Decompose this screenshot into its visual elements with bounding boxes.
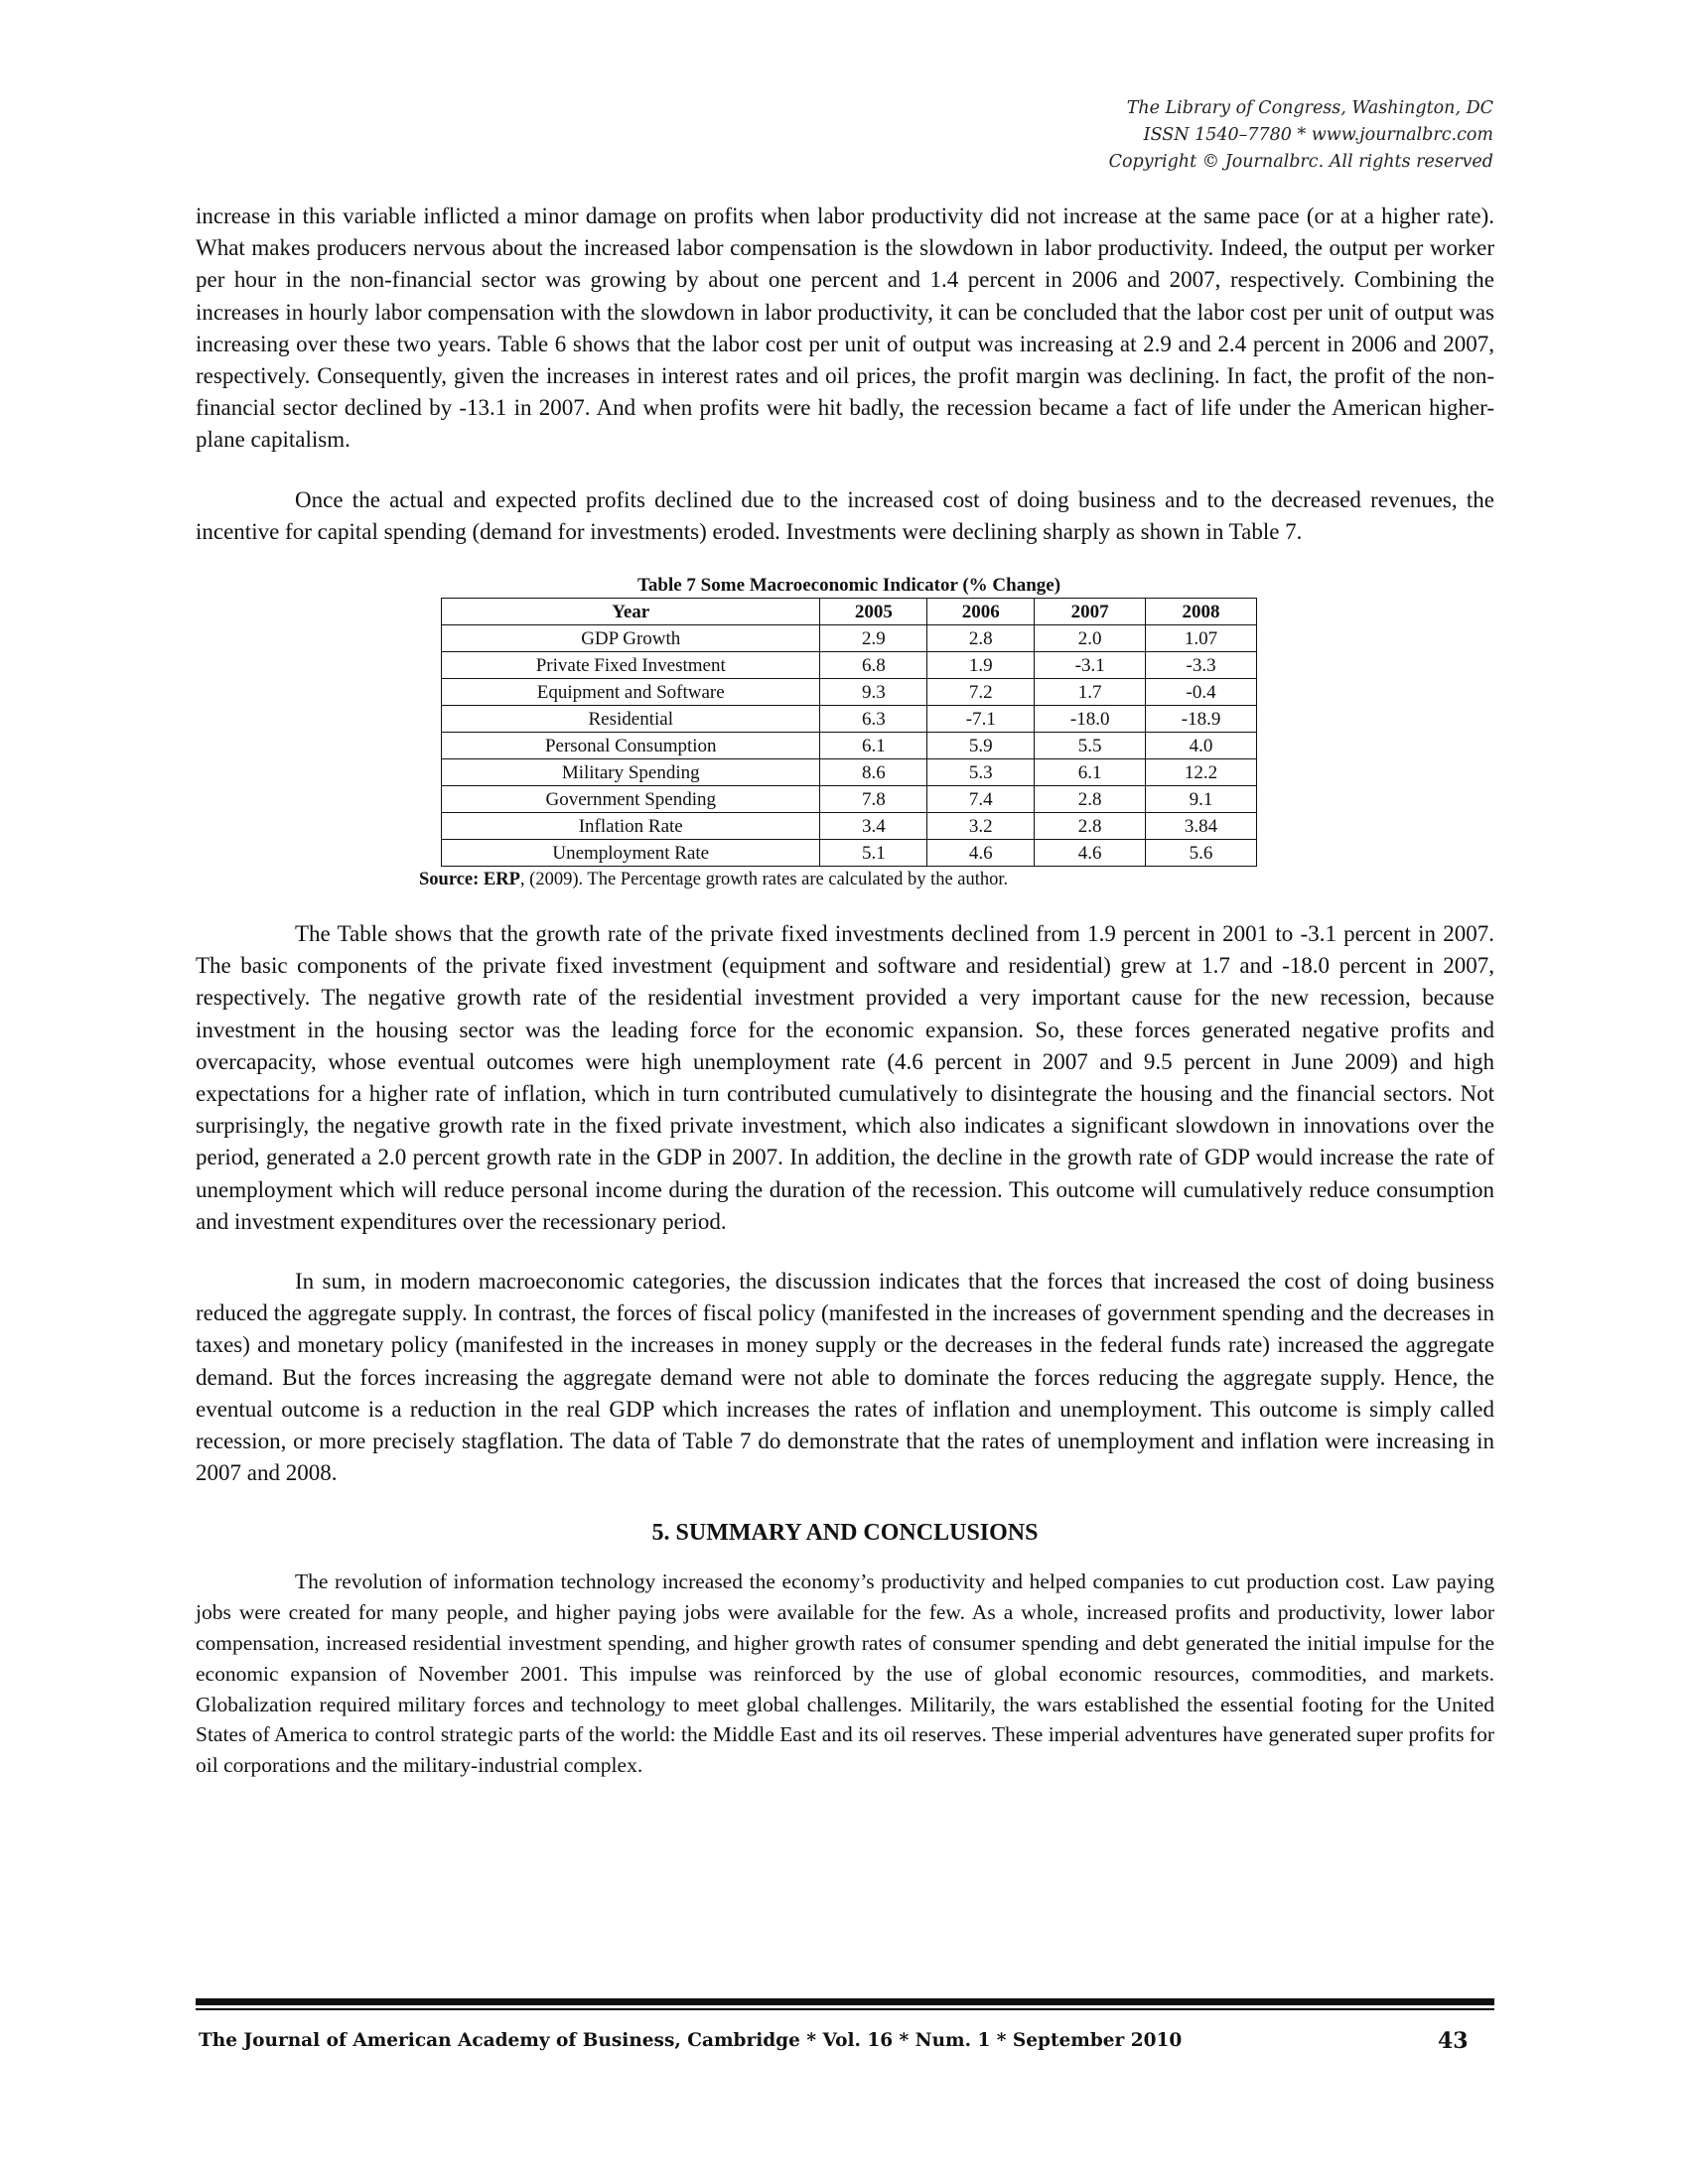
source-text: , (2009). The Percentage growth rates are calculated by the author. (519, 870, 1009, 890)
table-caption: Table 7 Some Macroeconomic Indicator (% Change) (636, 575, 1061, 597)
table-cell: 5.5 (1035, 733, 1146, 759)
table-cell: 12.2 (1146, 759, 1257, 786)
table-cell: 1.9 (927, 652, 1035, 679)
table-cell: 8.6 (820, 759, 927, 786)
table-row (442, 733, 1257, 759)
table-cell: GDP Growth (442, 625, 820, 652)
header-line-issn: ISSN 1540–7780 * www.journalbrc.com (1143, 125, 1493, 145)
table-row (442, 759, 1257, 786)
table-header-row (442, 599, 1257, 625)
page-number: 43 (1438, 2028, 1469, 2054)
table-row (442, 813, 1257, 840)
table-cell: Equipment and Software (442, 679, 820, 706)
table-cell: Private Fixed Investment (442, 652, 820, 679)
table-cell: 5.1 (820, 840, 927, 867)
header-line-library: The Library of Congress, Washington, DC (1126, 98, 1493, 118)
table-cell: -18.0 (1035, 706, 1146, 733)
table-header-cell: 2007 (1035, 599, 1146, 625)
table-cell: -3.1 (1035, 652, 1146, 679)
table-row (442, 679, 1257, 706)
table-cell: 3.4 (820, 813, 927, 840)
table-header-cell: 2008 (1146, 599, 1257, 625)
table-header-cell: 2006 (927, 599, 1035, 625)
journal-header (1109, 95, 1493, 176)
table-row (442, 786, 1257, 813)
table-cell: Residential (442, 706, 820, 733)
table-cell: 1.7 (1035, 679, 1146, 706)
paragraph-3: The Table shows that the growth rate of the private fixed investments declined from 1.9 percent in 2001 to -3.1 percent in 2007. The basic components of the private fixed investment (equipment and software and residential) grew at 1.7 and -18.0 percent in 2007, respectively. The negative growth rate of the residential investment provided a very important cause for the new recession, because investment in the housing sector was the leading force for the economic expansion. So, these forces generated negative profits and overcapacity, whose eventual outcomes were high unemployment rate (4.6 percent in 2007 and 9.5 percent in June 2009) and high expectations for a higher rate of inflation, which in turn contributed cumulatively to disintegrate the housing and the financial sectors. Not surprisingly, the negative growth rate in the fixed private investment, which also indicates a significant slowdown in innovations over the period, generated a 2.0 percent growth rate in the GDP in 2007. In addition, the decline in the growth rate of GDP would increase the rate of unemployment which will reduce personal income during the duration of the recession. This outcome will cumulatively reduce consumption and investment expenditures over the recessionary period. (196, 921, 1494, 1234)
source-label: Source: (419, 870, 480, 890)
footer-divider-thin (196, 2008, 1494, 2010)
table-cell: Unemployment Rate (442, 840, 820, 867)
source-name: ERP (483, 870, 520, 890)
table-7 (419, 574, 1257, 892)
paragraph-4: In sum, in modern macroeconomic categories, the discussion indicates that the forces that increased the cost of doing business reduced the aggregate supply. In contrast, the forces of fiscal policy (manifested in the increases of government spending and the decreases in taxes) and monetary policy (manifested in the increases in money supply or the decreases in the federal funds rate) increased the aggregate demand. But the forces increasing the aggregate demand were not able to dominate the forces reducing the aggregate supply. Hence, the eventual outcome is a reduction in the real GDP which increases the rates of inflation and unemployment. This outcome is simply called recession, or more precisely stagflation. The data of Table 7 do demonstrate that the rates of unemployment and inflation were increasing in 2007 and 2008. (196, 1269, 1494, 1486)
table-header-cell: Year (442, 599, 820, 625)
table-cell: -0.4 (1146, 679, 1257, 706)
table-cell: 5.3 (927, 759, 1035, 786)
paragraph-5: The revolution of information technology increased the economy’s productivity and helped companies to cut production cost. Law paying jobs were created for many people, and higher paying jobs were available for the few. As a whole, increased profits and productivity, lower labor compensation, increased residential investment spending, and higher growth rates of consumer spending and debt generated the initial impulse for the economic expansion of November 2001. This impulse was reinforced by the use of global economic resources, commodities, and markets. Globalization required military forces and technology to meet global challenges. Militarily, the wars established the essential footing for the United States of America to control strategic parts of the world: the Middle East and its oil reserves. These imperial adventures have generated super profits for oil corporations and the military-industrial complex. (196, 1570, 1494, 1778)
page-body (196, 201, 1494, 1781)
table-cell: 4.6 (927, 840, 1035, 867)
table-cell: 6.8 (820, 652, 927, 679)
paragraph-1: increase in this variable inflicted a minor damage on profits when labor productivity did not increase at the same pace (or at a higher rate). What makes producers nervous about the increased labor compensation is the slowdown in labor productivity. Indeed, the output per worker per hour in the non-financial sector was growing by about one percent and 1.4 percent in 2006 and 2007, respectively. Combining the increases in hourly labor compensation with the slowdown in labor productivity, it can be concluded that the labor cost per unit of output was increasing over these two years. Table 6 shows that the labor cost per unit of output was increasing at 2.9 and 2.4 percent in 2006 and 2007, respectively. Consequently, given the increases in interest rates and oil prices, the profit margin was declining. In fact, the profit of the non-financial sector declined by -13.1 in 2007. And when profits were hit badly, the recession became a fact of life under the American higher-plane capitalism. (196, 204, 1494, 453)
table-cell: Inflation Rate (442, 813, 820, 840)
table-cell: -3.3 (1146, 652, 1257, 679)
table-cell: -18.9 (1146, 706, 1257, 733)
table-cell: -7.1 (927, 706, 1035, 733)
table-cell: 2.8 (1035, 786, 1146, 813)
table-cell: 6.3 (820, 706, 927, 733)
footer-journal-citation: The Journal of American Academy of Business, Cambridge * Vol. 16 * Num. 1 * September 2010 (199, 2030, 1183, 2051)
table-row (442, 625, 1257, 652)
table-cell: 6.1 (1035, 759, 1146, 786)
table-cell: 4.0 (1146, 733, 1257, 759)
table-cell: 3.84 (1146, 813, 1257, 840)
table-row (442, 840, 1257, 867)
table-cell: 3.2 (927, 813, 1035, 840)
macro-indicator-table (441, 598, 1257, 867)
table-cell: 2.0 (1035, 625, 1146, 652)
table-cell: 1.07 (1146, 625, 1257, 652)
table-row (442, 706, 1257, 733)
table-cell: 2.9 (820, 625, 927, 652)
table-cell: 4.6 (1035, 840, 1146, 867)
section-heading: 5. SUMMARY AND CONCLUSIONS (651, 1520, 1039, 1547)
table-cell: 2.8 (1035, 813, 1146, 840)
table-header-cell: 2005 (820, 599, 927, 625)
table-cell: Government Spending (442, 786, 820, 813)
table-cell: 7.8 (820, 786, 927, 813)
table-cell: Military Spending (442, 759, 820, 786)
table-cell: 7.2 (927, 679, 1035, 706)
table-source-note (419, 867, 1257, 892)
paragraph-2: Once the actual and expected profits declined due to the increased cost of doing business and to the decreased revenues, the incentive for capital spending (demand for investments) eroded. Investments were declining sharply as shown in Table 7. (196, 486, 1494, 544)
table-cell: 9.3 (820, 679, 927, 706)
table-row (442, 652, 1257, 679)
table-cell: 5.6 (1146, 840, 1257, 867)
table-cell: 6.1 (820, 733, 927, 759)
footer-divider-thick (196, 1998, 1494, 2005)
header-line-copyright: Copyright © Journalbrc. All rights reserved (1108, 152, 1493, 172)
table-cell: 2.8 (927, 625, 1035, 652)
table-cell: 9.1 (1146, 786, 1257, 813)
table-cell: 7.4 (927, 786, 1035, 813)
table-cell: Personal Consumption (442, 733, 820, 759)
table-cell: 5.9 (927, 733, 1035, 759)
